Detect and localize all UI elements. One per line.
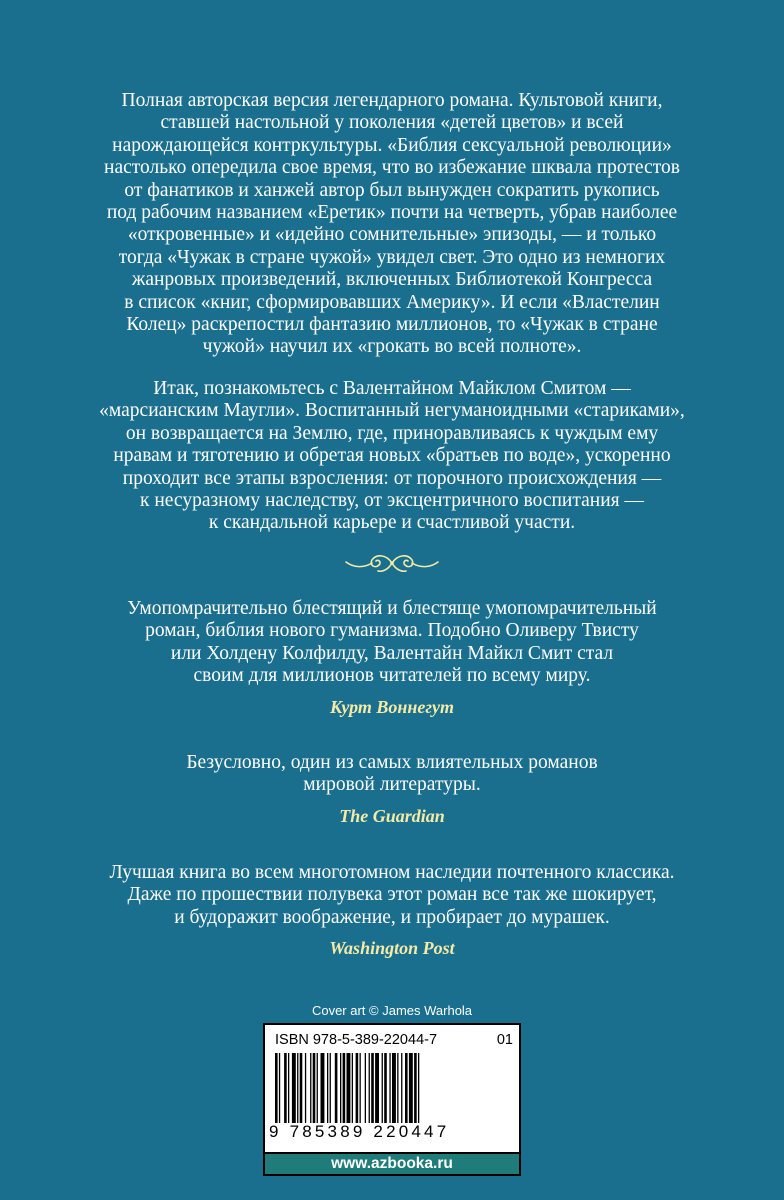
quote-line: Умопомрачительно блестящий и блестяще умопомрачительный <box>127 598 657 619</box>
text-line: он возвращается на Землю, где, приноравливаясь к чуждым ему <box>125 422 659 444</box>
text-line: в список «книг, сформировавших Америку». И если «Властелин <box>124 291 660 313</box>
text-line: под рабочим названием «Еретик» почти на четверть, убрав наиболее <box>106 202 678 224</box>
quote-guardian <box>70 752 714 827</box>
text-line: жанровых произведений, включенных Библиотекой Конгресса <box>131 269 653 291</box>
flourish-ornament-icon <box>342 550 442 576</box>
quote-attribution: Курт Воннегут <box>329 696 455 717</box>
quote-line: Даже по прошествии полувека этот роман все так же шокирует, <box>127 884 657 906</box>
description-paragraph <box>70 90 714 359</box>
isbn-addon: 01 <box>496 1032 513 1048</box>
quote-line: или Холдену Колфилду, Валентайн Майкл Смит стал <box>170 642 614 664</box>
text-line: тогда «Чужак в стране чужой» увидел свет. Это одно из немногих <box>118 246 666 268</box>
text-line: настолько опередила свое время, что во избежание шквала протестов <box>104 157 680 179</box>
quote-vonnegut <box>70 598 714 718</box>
quote-line: роман, библия нового гуманизма. Подобно Оливеру Твисту <box>145 620 639 642</box>
text-line: ставшей настольной у поколения «детей цветов» и всей <box>160 112 624 134</box>
quote-line: Безусловно, один из самых влиятельных романов <box>186 752 598 773</box>
text-line: «откровенные» и «идейно сомнительные» эпизоды, — и только <box>127 224 657 246</box>
text-line: Итак, познакомьтесь с Валентайном Майклом Смитом — <box>153 378 631 399</box>
quote-line: мировой литературы. <box>303 774 481 796</box>
text-line: к скандальной карьере и счастливой участи. <box>208 512 576 534</box>
text-line: проходит все этапы взросления: от порочного происхождения — <box>122 467 662 489</box>
quote-line: Лучшая книга во всем многотомном наследии почтенного классика. <box>109 862 675 883</box>
text-line: нарождающейся контркультуры. «Библия сексуальной революции» <box>112 134 672 156</box>
text-line: к несуразному наследству, от эксцентричного воспитания — <box>140 490 644 512</box>
text-line: «марсианским Маугли». Воспитанный негуманоидными «стариками», <box>99 400 685 422</box>
quote-attribution: The Guardian <box>339 805 445 826</box>
text-line: нравам и тяготению и обретая новых «братьев по воде», ускоренно <box>113 445 671 467</box>
barcode <box>263 1023 521 1154</box>
publisher-website[interactable]: www.azbooka.ru <box>263 1154 521 1176</box>
quote-line: и будоражит воображение, и пробирает до мурашек. <box>174 906 610 928</box>
barcode-bars-icon <box>275 1053 513 1123</box>
text-line: от фанатиков и ханжей автор был вынужден сократить рукопись <box>124 179 660 201</box>
quote-line: своим для миллионов читателей по всему миру. <box>193 665 591 687</box>
quote-washington-post <box>70 862 714 960</box>
isbn-number: ISBN 978-5-389-22044-7 <box>275 1032 438 1048</box>
quote-attribution: Washington Post <box>329 938 455 959</box>
text-line: чужой» научил их «грокать во всей полноте». <box>202 336 582 358</box>
ean-number: 9 785389 220447 <box>269 1122 450 1141</box>
isbn-label <box>275 1032 513 1048</box>
intro-paragraph <box>70 378 714 535</box>
text-line: Полная авторская версия легендарного романа. Культовой книги, <box>121 90 663 111</box>
text-line: Колец» раскрепостил фантазию миллионов, то «Чужак в стране <box>126 314 658 336</box>
cover-art-credit: Cover art © James Warhola <box>311 1003 473 1018</box>
